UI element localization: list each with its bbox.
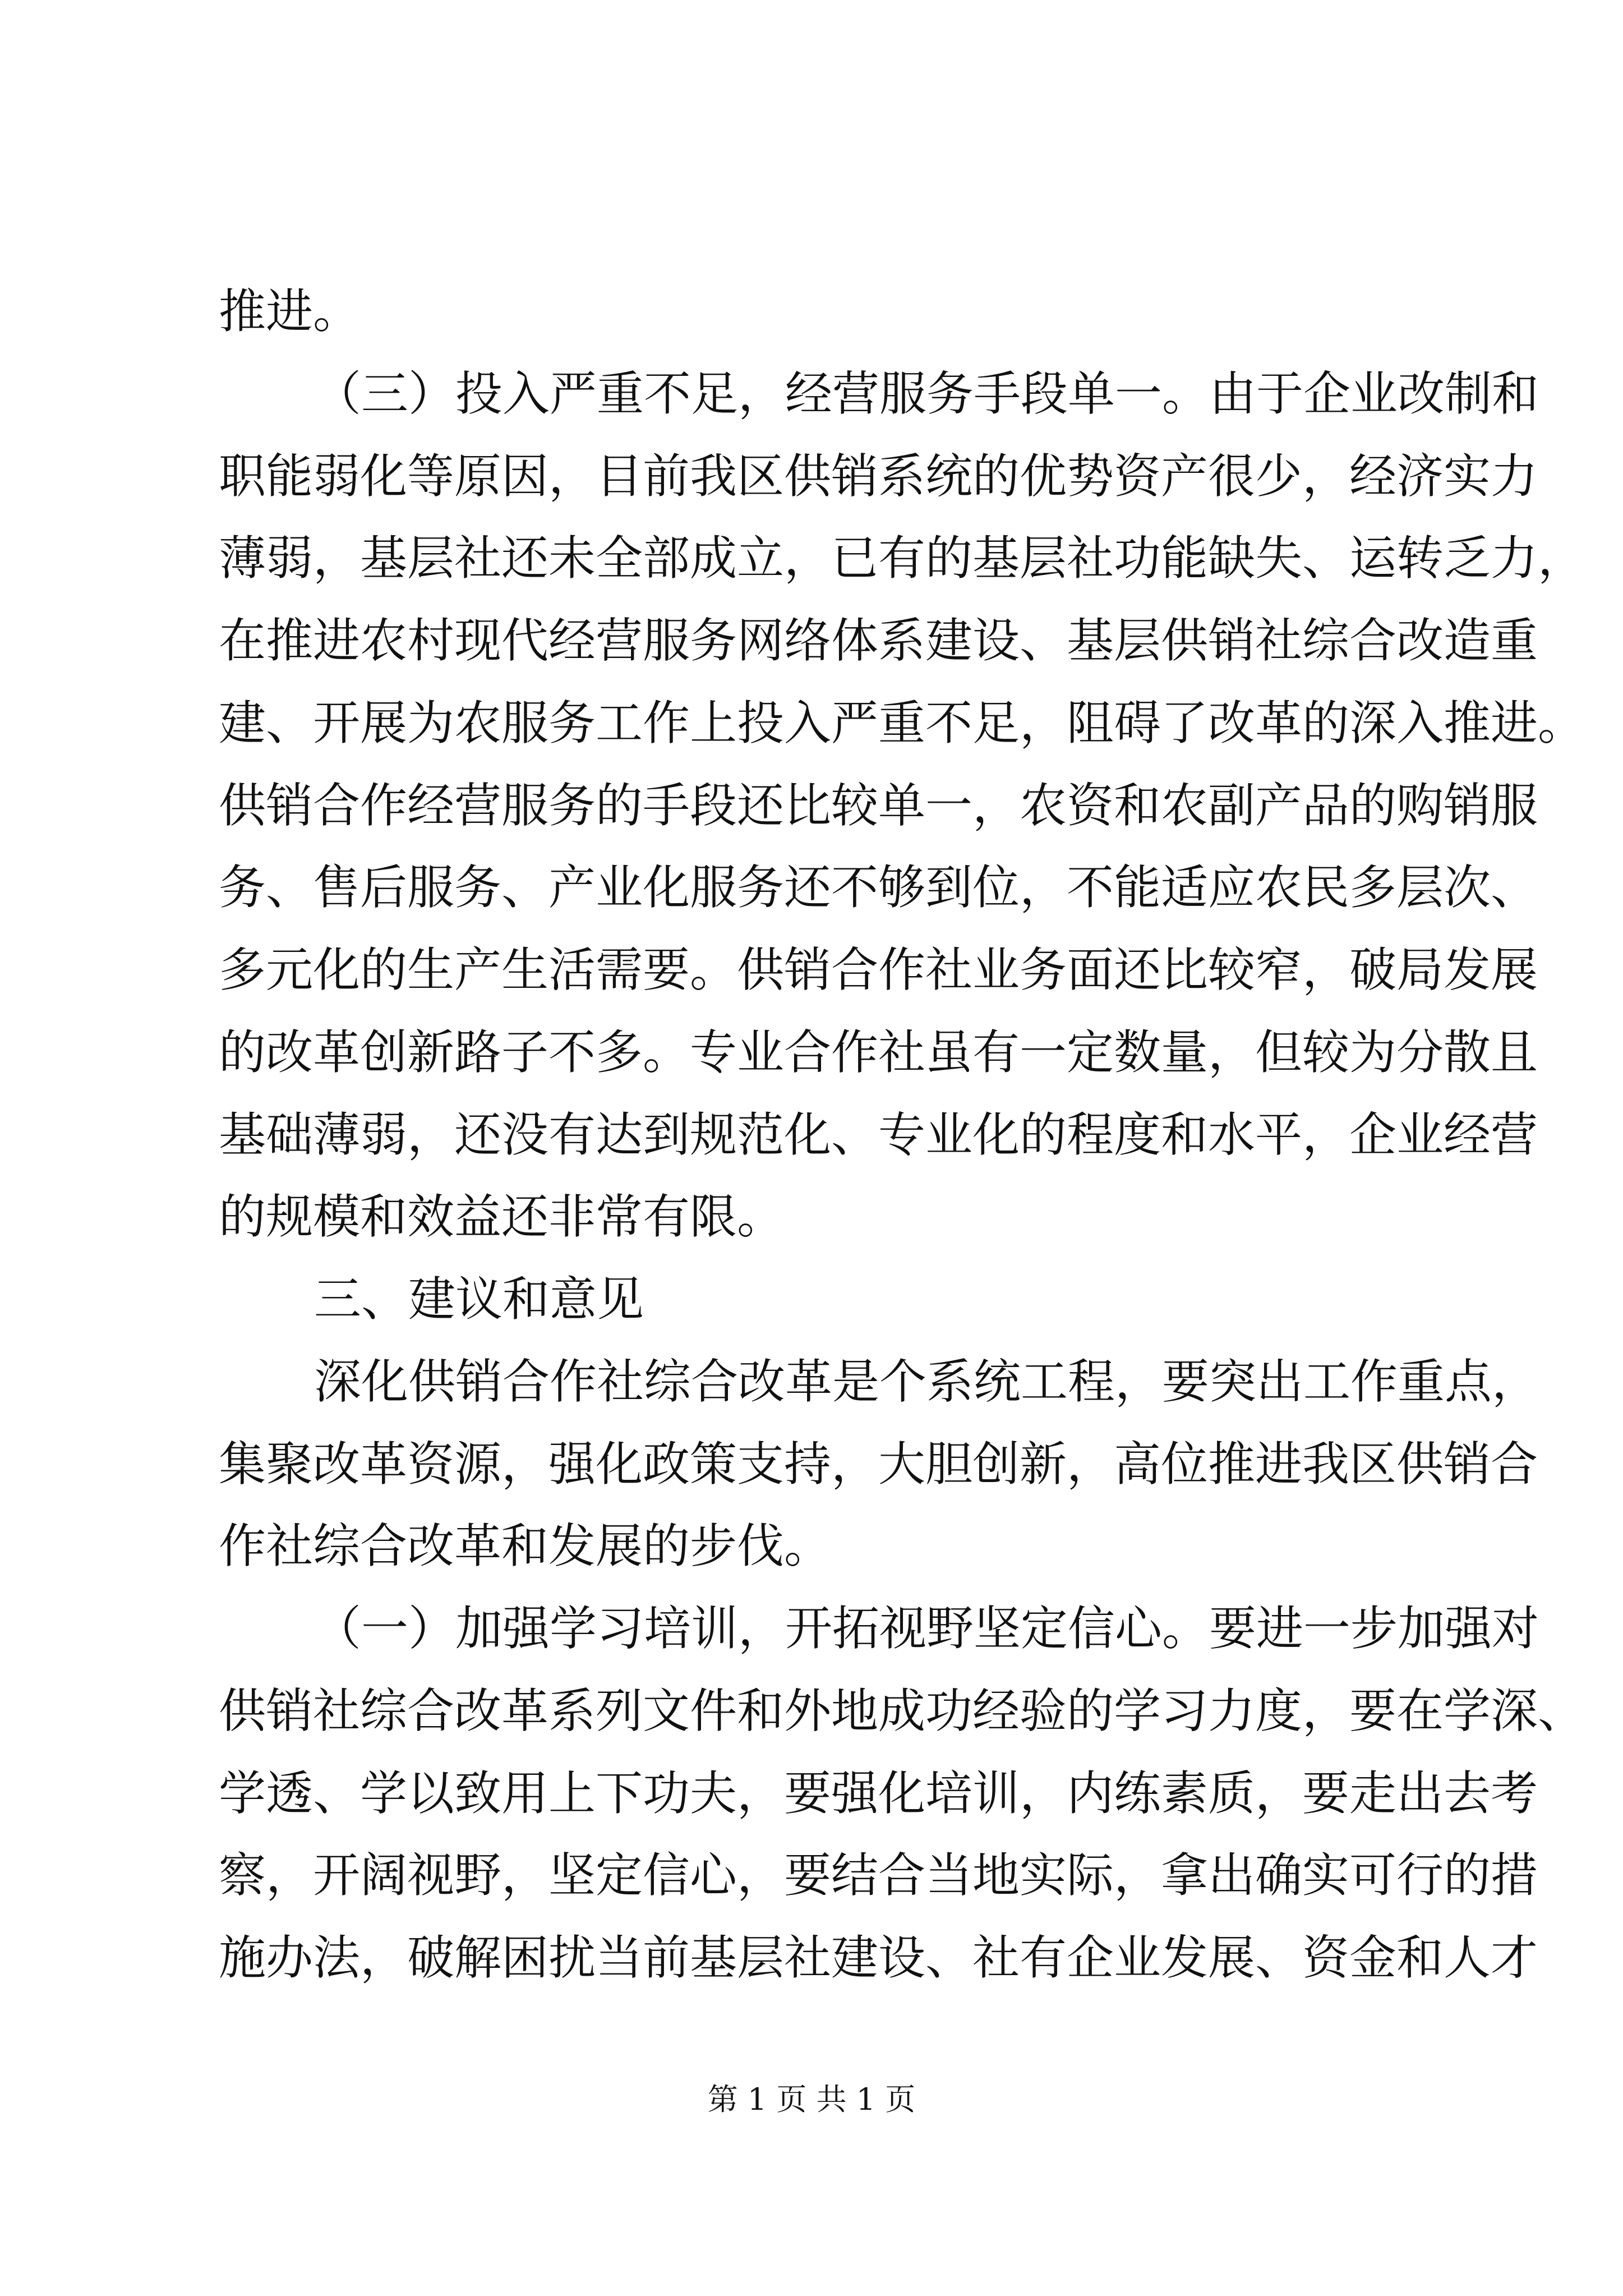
page-footer: 第 1 页 共 1 页 [707,2082,916,2117]
text-line: 在推进农村现代经营服务网络体系建设、基层供销社综合改造重 [219,613,1538,668]
text-line: 作社综合改革和发展的步伐。 [219,1519,832,1573]
section-heading: 三、建议和意见 [314,1272,644,1327]
text-line: 学透、学以致用上下功夫，要强化培训，内练素质，要走出去考 [219,1766,1538,1821]
text-line: 薄弱，基层社还未全部成立，已有的基层社功能缺失、运转乏力， [219,531,1585,586]
text-line: 集聚改革资源，强化政策支持，大胆创新，高位推进我区供销合 [219,1437,1538,1492]
text-line: 施办法，破解困扰当前基层社建设、社有企业发展、资金和人才 [219,1930,1538,1985]
text-line: 多元化的生产生活需要。供销合作社业务面还比较窄，破局发展 [219,942,1538,997]
text-line: 务、售后服务、产业化服务还不够到位，不能适应农民多层次、 [219,860,1538,915]
text-line: 的改革创新路子不多。专业合作社虽有一定数量，但较为分散且 [219,1025,1538,1080]
text-line: （一）加强学习培训，开拓视野坚定信心。要进一步加强对 [314,1601,1539,1656]
text-line: 基础薄弱，还没有达到规范化、专业化的程度和水平，企业经营 [219,1107,1538,1162]
text-line: 供销社综合改革系列文件和外地成功经验的学习力度，要在学深、 [219,1683,1585,1738]
text-line: （三）投入严重不足，经营服务手段单一。由于企业改制和 [314,366,1539,421]
text-line: 推进。 [219,284,361,339]
text-line: 职能弱化等原因，目前我区供销系统的优势资产很少，经济实力 [219,449,1538,504]
text-line: 察，开阔视野，坚定信心，要结合当地实际，拿出确实可行的措 [219,1848,1538,1903]
text-line: 的规模和效益还非常有限。 [219,1189,785,1244]
text-line: 建、开展为农服务工作上投入严重不足，阻碍了改革的深入推进。 [219,696,1585,751]
text-line: 深化供销合作社综合改革是个系统工程，要突出工作重点， [314,1354,1539,1409]
text-line: 供销合作经营服务的手段还比较单一，农资和农副产品的购销服 [219,778,1538,833]
